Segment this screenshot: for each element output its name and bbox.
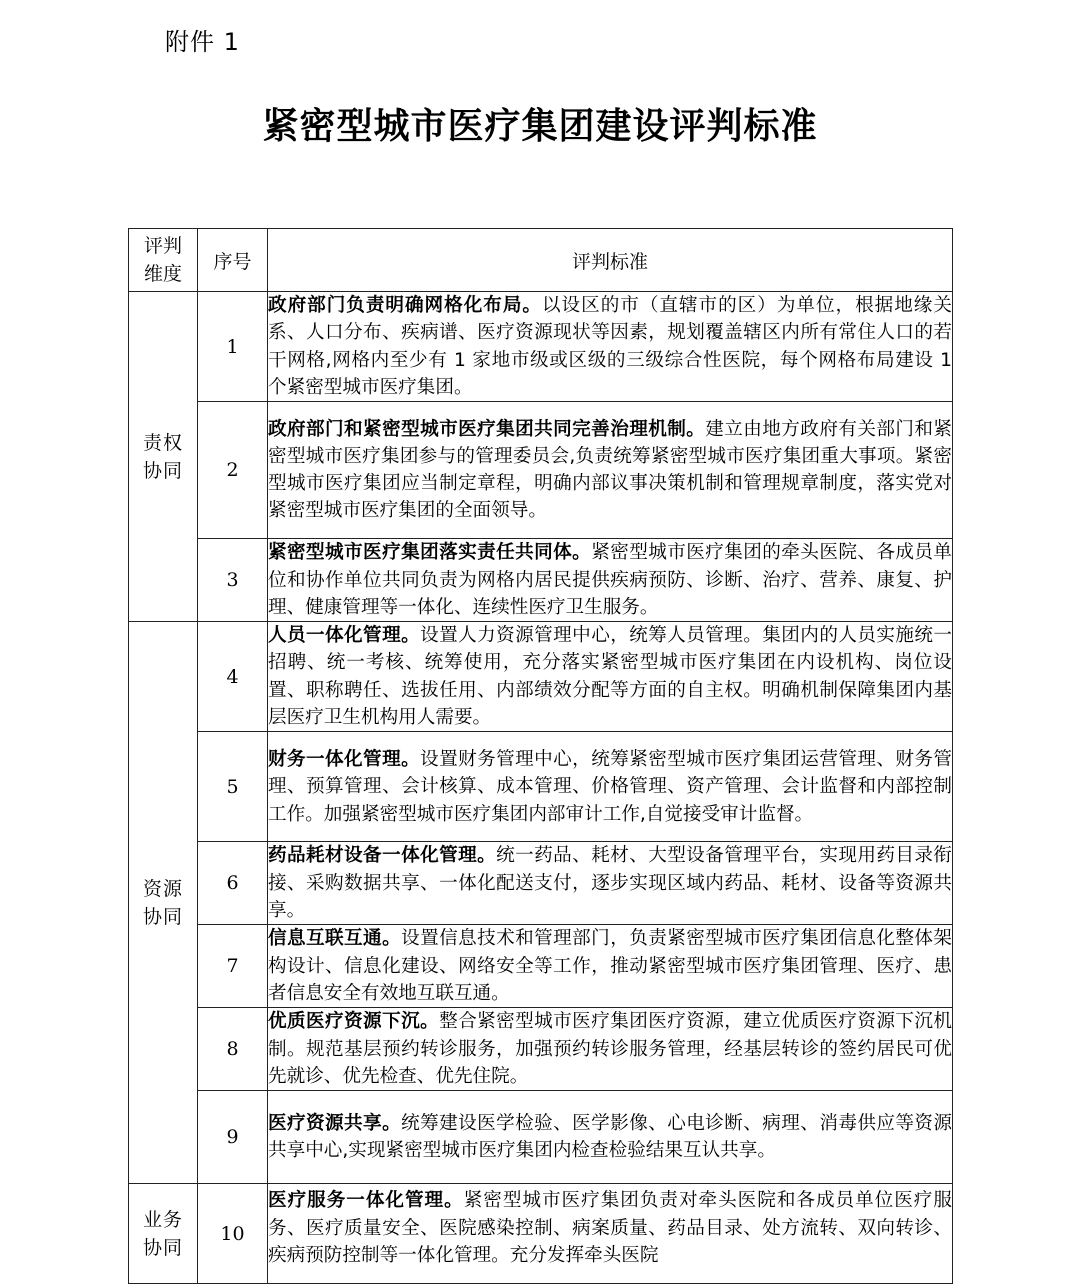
header-dimension [129,229,198,292]
criteria-table [128,228,953,1284]
dimension-label: 责权 协同 [142,431,183,482]
header-criteria: 评判标准 [268,229,953,292]
dimension-label: 资源 协同 [142,877,183,928]
header-number: 序号 [198,229,268,292]
criteria-body: 设置财务管理中心，统筹紧密型城市医疗集团运营管理、财务管理、预算管理、会计核算、成本管理、价格管理、资产管理、会计监督和内部控制工作。加强紧密型城市医疗集团内部审计工作,自觉接受审计监督。 [268,748,952,825]
table-row [129,292,953,402]
table-row [129,539,953,622]
criteria-body: 整合紧密型城市医疗集团医疗资源，建立优质医疗资源下沉机制。规范基层预约转诊服务，加强预约转诊服务管理，经基层转诊的签约居民可优先就诊、优先检查、优先住院。 [268,1011,952,1088]
criteria-text [268,732,953,842]
table-row [129,402,953,539]
criteria-heading: 财务一体化管理。 [268,748,421,770]
criteria-body: 以设区的市（直辖市的区）为单位，根据地缘关系、人口分布、疾病谱、医疗资源现状等因素，规划覆盖辖区内所有常住人口的若干网格,网格内至少有 1 家地市级或区级的三级综合性医院，每个网格布局建设 1 个紧密型城市医疗集团。 [268,295,952,398]
row-number: 7 [198,925,268,1008]
dimension-cell [129,622,198,1184]
criteria-text [268,402,953,539]
dimension-cell [129,1184,198,1284]
table-row [129,925,953,1008]
row-number: 4 [198,622,268,732]
criteria-text [268,1008,953,1091]
criteria-heading: 优质医疗资源下沉。 [268,1011,440,1033]
criteria-heading: 药品耗材设备一体化管理。 [268,845,497,867]
criteria-text [268,1091,953,1184]
criteria-heading: 医疗资源共享。 [268,1113,402,1135]
criteria-body: 设置人力资源管理中心，统筹人员管理。集团内的人员实施统一招聘、统一考核、统筹使用，充分落实紧密型城市医疗集团在内设机构、岗位设置、职称聘任、选拔任用、内部绩效分配等方面的自主权。明确机制保障集团内基层医疗卫生机构用人需要。 [268,625,952,729]
row-number: 3 [198,539,268,622]
row-number: 10 [198,1184,268,1284]
criteria-heading: 人员一体化管理。 [268,625,421,647]
table-header-row [129,229,953,292]
criteria-heading: 政府部门负责明确网格化布局。 [268,295,542,316]
row-number: 6 [198,842,268,925]
criteria-body: 设置信息技术和管理部门，负责紧密型城市医疗集团信息化整体架构设计、信息化建设、网络安全等工作，推动紧密型城市医疗集团管理、医疗、患者信息安全有效地互联互通。 [268,928,952,1005]
criteria-heading: 政府部门和紧密型城市医疗集团共同完善治理机制。 [268,418,706,440]
table-row [129,1091,953,1184]
dimension-cell [129,292,198,622]
criteria-heading: 医疗服务一体化管理。 [268,1190,464,1212]
table-row [129,1008,953,1091]
criteria-text [268,925,953,1008]
row-number: 8 [198,1008,268,1091]
criteria-body: 建立由地方政府有关部门和紧密型城市医疗集团参与的管理委员会,负责统筹紧密型城市医疗集团重大事项。紧密型城市医疗集团应当制定章程，明确内部议事决策机制和管理规章制度，落实党对紧密型城市医疗集团的全面领导。 [268,418,952,522]
criteria-body: 统筹建设医学检验、医学影像、心电诊断、病理、消毒供应等资源共享中心,实现紧密型城市医疗集团内检查检验结果互认共享。 [268,1113,952,1162]
row-number: 1 [198,292,268,402]
criteria-text [268,1184,953,1284]
criteria-heading: 紧密型城市医疗集团落实责任共同体。 [268,542,592,564]
attachment-label: 附件 1 [165,28,240,56]
row-number: 2 [198,402,268,539]
dimension-label: 业务 协同 [142,1208,183,1259]
criteria-text [268,292,953,402]
criteria-body: 统一药品、耗材、大型设备管理平台，实现用药目录衔接、采购数据共享、一体化配送支付，逐步实现区域内药品、耗材、设备等资源共享。 [268,845,952,922]
document-title: 紧密型城市医疗集团建设评判标准 [262,106,818,147]
table-row [129,622,953,732]
header-dimension-label: 评判 维度 [143,235,182,285]
row-number: 5 [198,732,268,842]
criteria-text [268,539,953,622]
criteria-body: 紧密型城市医疗集团负责对牵头医院和各成员单位医疗服务、医疗质量安全、医院感染控制、病案质量、药品目录、处方流转、双向转诊、疾病预防控制等一体化管理。充分发挥牵头医院 [268,1190,952,1266]
criteria-text [268,842,953,925]
criteria-body: 紧密型城市医疗集团的牵头医院、各成员单位和协作单位共同负责为网格内居民提供疾病预防、诊断、治疗、营养、康复、护理、健康管理等一体化、连续性医疗卫生服务。 [268,542,952,618]
row-number: 9 [198,1091,268,1184]
criteria-heading: 信息互联互通。 [268,928,402,950]
criteria-text [268,622,953,732]
table-row [129,732,953,842]
table-row [129,1184,953,1284]
table-row [129,842,953,925]
